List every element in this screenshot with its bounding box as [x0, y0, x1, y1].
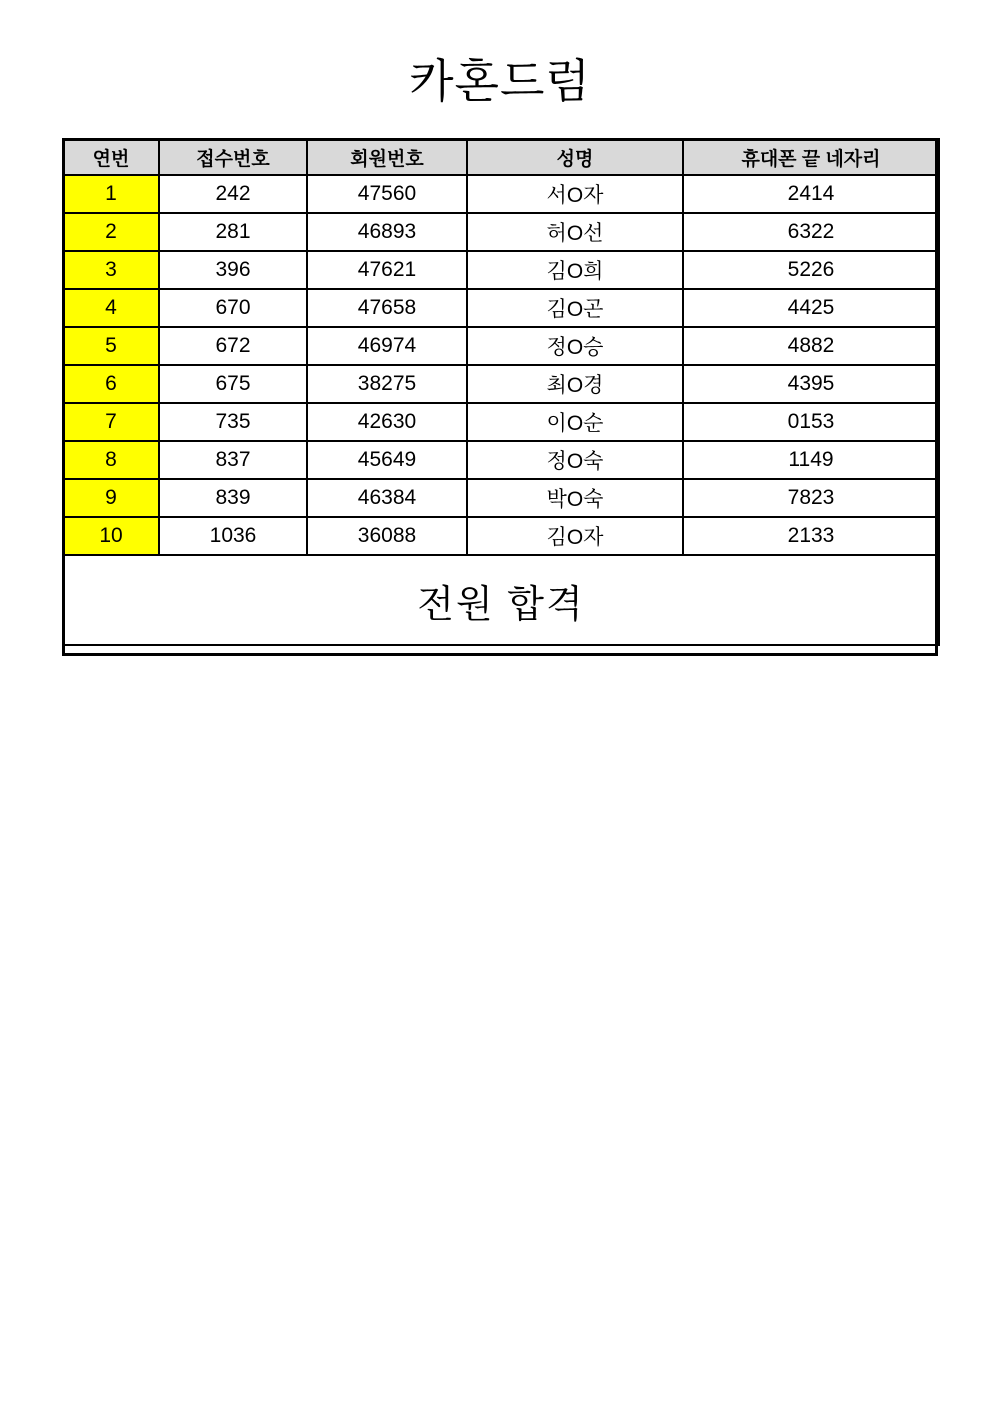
cell-receipt-no: 837 [159, 441, 307, 479]
cell-name: 최O경 [467, 365, 683, 403]
cell-name: 서O자 [467, 175, 683, 213]
table-row [63, 175, 939, 213]
cell-phone-last4: 7823 [683, 479, 939, 517]
table-row [63, 213, 939, 251]
cell-index: 8 [63, 441, 159, 479]
cell-phone-last4: 1149 [683, 441, 939, 479]
cell-receipt-no: 396 [159, 251, 307, 289]
roster-table-container [62, 138, 938, 646]
cell-name: 김O희 [467, 251, 683, 289]
table-row [63, 327, 939, 365]
cell-receipt-no: 675 [159, 365, 307, 403]
cell-receipt-no: 281 [159, 213, 307, 251]
column-header-member-no: 회원번호 [307, 139, 467, 175]
cell-phone-last4: 5226 [683, 251, 939, 289]
cell-name: 정O승 [467, 327, 683, 365]
table-header [63, 139, 939, 175]
table-row [63, 479, 939, 517]
cell-receipt-no: 1036 [159, 517, 307, 555]
cell-member-no: 47621 [307, 251, 467, 289]
cell-phone-last4: 2133 [683, 517, 939, 555]
table-row [63, 289, 939, 327]
column-header-receipt-no: 접수번호 [159, 139, 307, 175]
cell-phone-last4: 2414 [683, 175, 939, 213]
cell-index: 4 [63, 289, 159, 327]
cell-name: 허O선 [467, 213, 683, 251]
cell-name: 박O숙 [467, 479, 683, 517]
cell-phone-last4: 4425 [683, 289, 939, 327]
table-row [63, 441, 939, 479]
cell-member-no: 47560 [307, 175, 467, 213]
column-header-index: 연번 [63, 139, 159, 175]
cell-phone-last4: 4882 [683, 327, 939, 365]
cell-receipt-no: 839 [159, 479, 307, 517]
table-row [63, 403, 939, 441]
cell-index: 7 [63, 403, 159, 441]
table-footer-row [63, 555, 939, 645]
column-header-phone-last4: 휴대폰 끝 네자리 [683, 139, 939, 175]
cell-index: 5 [63, 327, 159, 365]
cell-receipt-no: 735 [159, 403, 307, 441]
cell-member-no: 36088 [307, 517, 467, 555]
cell-member-no: 46893 [307, 213, 467, 251]
cell-member-no: 42630 [307, 403, 467, 441]
cell-phone-last4: 0153 [683, 403, 939, 441]
cell-index: 3 [63, 251, 159, 289]
cell-receipt-no: 672 [159, 327, 307, 365]
table-header-row [63, 139, 939, 175]
cell-receipt-no: 670 [159, 289, 307, 327]
cell-member-no: 47658 [307, 289, 467, 327]
cell-index: 2 [63, 213, 159, 251]
cell-member-no: 45649 [307, 441, 467, 479]
footer-note: 전원 합격 [63, 555, 939, 645]
cell-member-no: 46384 [307, 479, 467, 517]
cell-phone-last4: 6322 [683, 213, 939, 251]
cell-name: 김O곤 [467, 289, 683, 327]
table-row [63, 517, 939, 555]
cell-index: 6 [63, 365, 159, 403]
cell-phone-last4: 4395 [683, 365, 939, 403]
cell-name: 이O순 [467, 403, 683, 441]
table-row [63, 365, 939, 403]
cell-name: 정O숙 [467, 441, 683, 479]
table-row [63, 251, 939, 289]
table-body [63, 175, 939, 555]
cell-index: 10 [63, 517, 159, 555]
cell-index: 9 [63, 479, 159, 517]
cell-name: 김O자 [467, 517, 683, 555]
table-footer [63, 555, 939, 645]
page-title: 카혼드럼 [409, 55, 591, 107]
cell-receipt-no: 242 [159, 175, 307, 213]
roster-table [62, 138, 940, 646]
cell-member-no: 38275 [307, 365, 467, 403]
cell-index: 1 [63, 175, 159, 213]
cell-member-no: 46974 [307, 327, 467, 365]
column-header-name: 성명 [467, 139, 683, 175]
